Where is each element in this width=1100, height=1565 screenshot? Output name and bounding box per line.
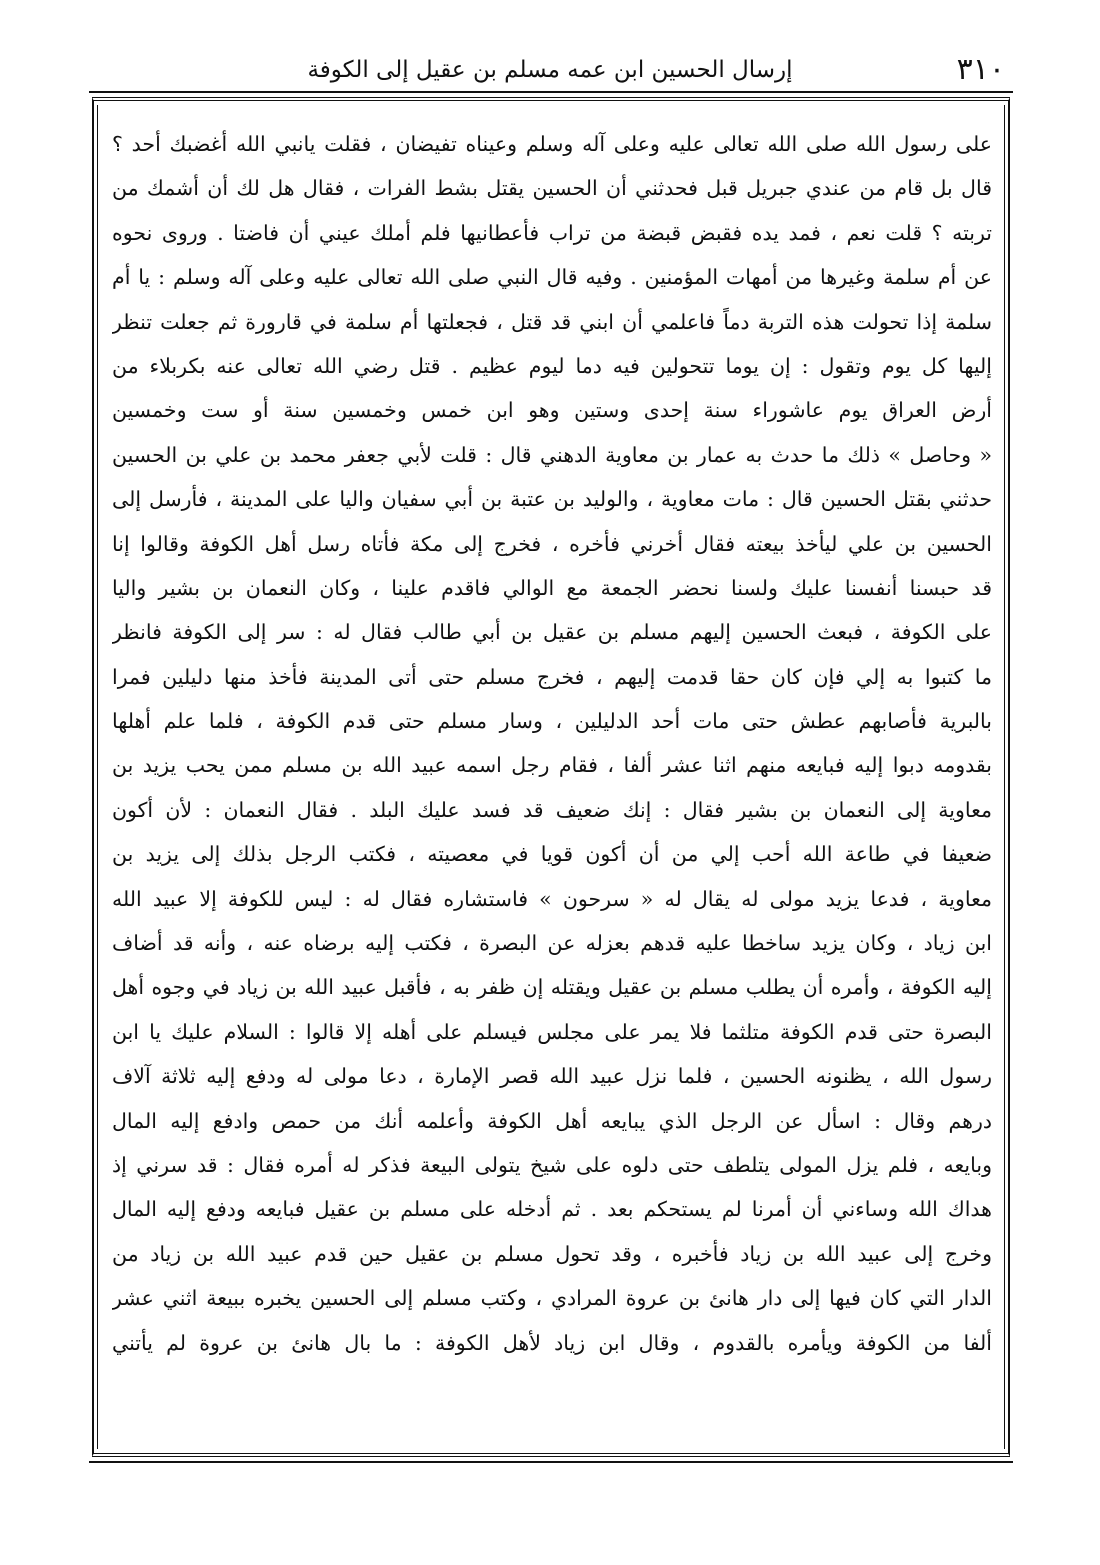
text-line: سلمة إذا تحولت هذه التربة دماً فاعلمي أن ابني قد قتل ، فجعلتها أم سلمة في قارورة ثم جعلت تنظر [112, 309, 992, 334]
text-line: بالبرية فأصابهم عطش حتى مات أحد الدليلين ، وسار مسلم حتى قدم الكوفة ، فلما علم أهلها [112, 709, 992, 734]
text-line: الحسين بن علي ليأخذ بيعته فقال أخرني فأخره ، فخرج إلى مكة فأتاه رسل أهل الكوفة وقالوا إنا [112, 531, 992, 556]
text-line: معاوية ، فدعا يزيد مولى له يقال له « سرحون » فاستشاره فقال له : ليس للكوفة إلا عبيد الله [112, 886, 992, 911]
text-line: قال بل قام من عندي جبريل قبل فحدثني أن الحسين يقتل بشط الفرات ، فقال هل لك أن أشمك من [112, 176, 992, 201]
running-title: إرسال الحسين ابن عمه مسلم بن عقيل إلى الكوفة [307, 57, 793, 83]
text-line: البصرة حتى قدم الكوفة متلثما فلا يمر على مجلس فيسلم على أهله إلا قالوا : السلام عليك يا ابن [112, 1019, 992, 1044]
text-line: قد حبسنا أنفسنا عليك ولسنا نحضر الجمعة مع الوالي فاقدم علينا ، وكان النعمان بن بشير واليا [112, 575, 992, 600]
text-line: على رسول الله صلى الله تعالى عليه وعلى آله وسلم وعيناه تفيضان ، فقلت يانبي الله أغضبك أحد ؟ [112, 132, 992, 156]
text-line: بقدومه دبوا إليه فبايعه منهم اثنا عشر ألفا ، فقام رجل اسمه عبيد الله بن مسلم ممن يحب يزيد بن [112, 753, 992, 778]
text-line: معاوية إلى النعمان بن بشير فقال : إنك ضعيف قد فسد عليك البلد . فقال النعمان : لأن أكون [112, 797, 992, 822]
text-line: « وحاصل » ذلك ما حدث به عمار بن معاوية الدهني قال : قلت لأبي جعفر محمد بن علي بن الحسين [112, 442, 992, 467]
text-line: عن أم سلمة وغيرها من أمهات المؤمنين . وفيه قال النبي صلى الله تعالى عليه وعلى آله وسلم : يا أم [112, 265, 992, 290]
text-line: ما كتبوا به إلي فإن كان حقا قدمت إليهم ، فخرج مسلم حتى أتى المدينة فأخذ منها دليلين فمرا [112, 664, 992, 689]
page-number: ٣١٠ [956, 52, 1005, 87]
text-line: ابن زياد ، وكان يزيد ساخطا عليه قدهم بعزله عن البصرة ، فكتب إليه برضاه عنه ، وأنه قد أضاف [112, 931, 992, 956]
text-line: تربته ؟ قلت نعم ، فمد يده فقبض قبضة من تراب فأعطانيها فلم أملك عيني أن فاضتا . وروى نحوه [112, 220, 992, 245]
text-line: إليها كل يوم وتقول : إن يوما تتحولين فيه دما ليوم عظيم . قتل رضي الله تعالى عنه بكربلاء من [112, 353, 992, 378]
text-line: هداك الله وساءني أن أمرنا لم يستحكم بعد . ثم أدخله على مسلم بن عقيل فبايعه ودفع إليه المال [112, 1197, 992, 1222]
text-line: درهم وقال : اسأل عن الرجل الذي يبايعه أهل الكوفة وأعلمه أنك من حمص وادفع إليه المال [112, 1108, 992, 1133]
text-line: الدار التي كان فيها إلى دار هانئ بن عروة المرادي ، وكتب مسلم إلى الحسين يخبره ببيعة اثني عشر [112, 1286, 992, 1311]
text-line: أرض العراق يوم عاشوراء سنة إحدى وستين وهو ابن خمس وخمسين سنة أو ست وخمسين [112, 398, 992, 423]
body-text [112, 122, 992, 1365]
text-line: ألفا من الكوفة ويأمره بالقدوم ، وقال ابن زياد لأهل الكوفة : ما بال هانئ بن عروة لم يأتني [112, 1330, 992, 1355]
text-line: وخرج إلى عبيد الله بن زياد فأخبره ، وقد تحول مسلم بن عقيل حين قدم عبيد الله بن زياد من [112, 1241, 992, 1266]
text-line: على الكوفة ، فبعث الحسين إليهم مسلم بن عقيل بن أبي طالب فقال له : سر إلى الكوفة فانظر [112, 620, 992, 645]
text-line: رسول الله ، يظنونه الحسين ، فلما نزل عبيد الله قصر الإمارة ، دعا مولى له ودفع إليه ثلاثة آلاف [112, 1064, 992, 1089]
text-line: وبايعه ، فلم يزل المولى يتلطف حتى دلوه على شيخ يتولى البيعة فذكر له أمره فقال : قد سرني إذ [112, 1152, 992, 1177]
text-line: ضعيفا في طاعة الله أحب إلي من أن أكون قويا في معصيته ، فكتب الرجل بذلك إلى يزيد بن [112, 842, 992, 867]
page-header [95, 50, 1005, 90]
text-line: إليه الكوفة ، وأمره أن يطلب مسلم بن عقيل ويقتله إن ظفر به ، فأقبل عبيد الله بن زياد في وجوه أهل [112, 975, 992, 1000]
text-line: حدثني بقتل الحسين قال : مات معاوية ، والوليد بن عتبة بن أبي سفيان واليا على المدينة ، فأرسل إلى [112, 487, 992, 512]
